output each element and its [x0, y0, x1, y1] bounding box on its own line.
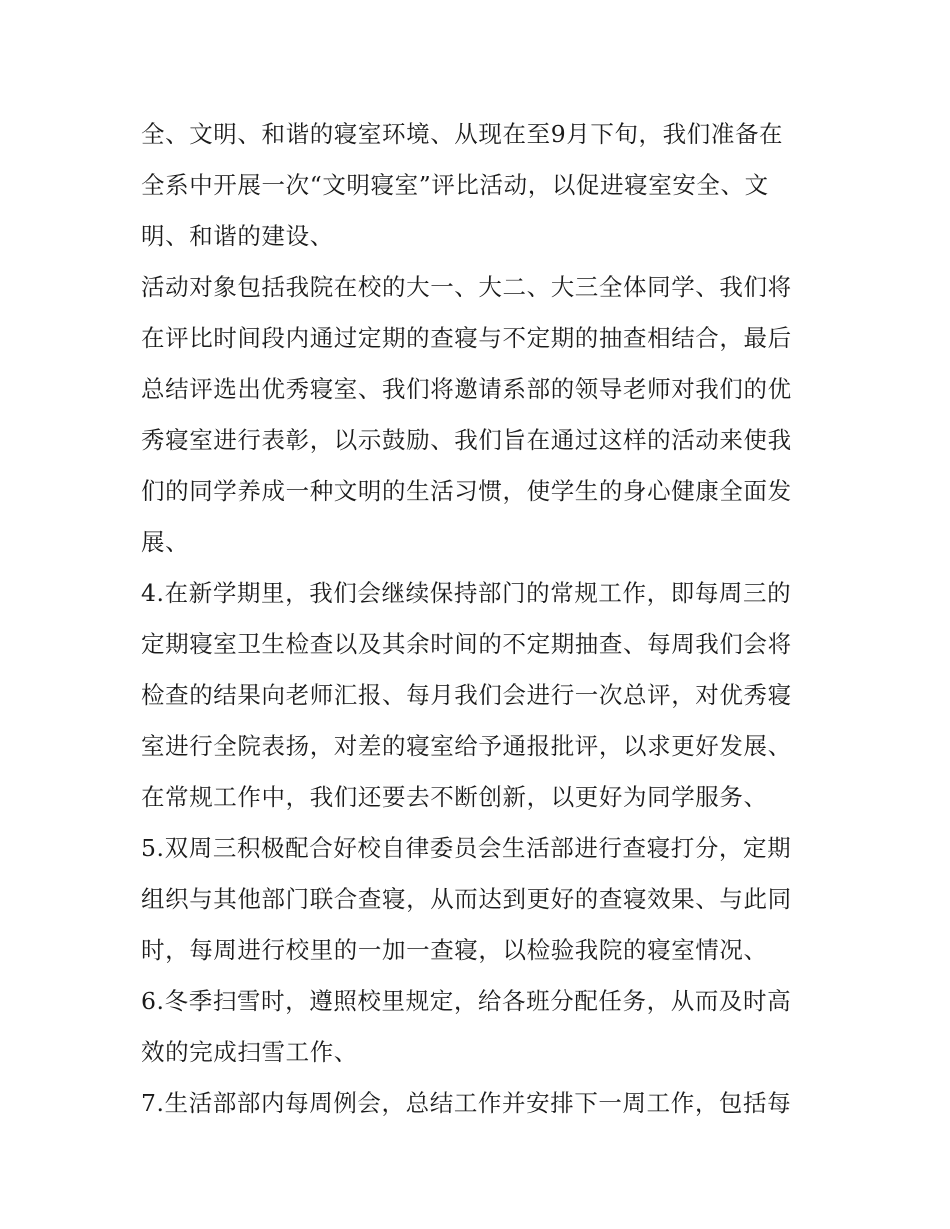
- text-line: 组织与其他部门联合查寝，从而达到更好的查寝效果、与此同: [141, 885, 792, 913]
- text-line: 4.在新学期里，我们会继续保持部门的常规工作，即每周三的: [141, 579, 792, 607]
- text-line: 检查的结果向老师汇报、每月我们会进行一次总评，对优秀寝: [141, 681, 792, 709]
- text-line: 室进行全院表扬，对差的寝室给予通报批评，以求更好发展、: [141, 732, 792, 760]
- text-line: 明、和谐的建设、: [141, 222, 334, 250]
- text-line: 定期寝室卫生检查以及其余时间的不定期抽查、每周我们会将: [141, 630, 792, 658]
- text-line: 总结评选出优秀寝室、我们将邀请系部的领导老师对我们的优: [141, 375, 792, 403]
- text-line: 6.冬季扫雪时，遵照校里规定，给各班分配任务，从而及时高: [141, 987, 792, 1015]
- text-line: 在常规工作中，我们还要去不断创新，以更好为同学服务、: [141, 783, 768, 811]
- text-line: 在评比时间段内通过定期的查寝与不定期的抽查相结合，最后: [141, 324, 792, 352]
- body-text: [141, 109, 821, 1129]
- text-line: 时，每周进行校里的一加一查寝，以检验我院的寝室情况、: [141, 936, 768, 964]
- text-line: 全、文明、和谐的寝室环境、从现在至9月下旬，我们准备在: [141, 120, 784, 148]
- text-line: 活动对象包括我院在校的大一、大二、大三全体同学、我们将: [141, 273, 792, 301]
- text-line: 全系中开展一次“文明寝室”评比活动，以促进寝室安全、文: [141, 171, 769, 199]
- text-line: 效的完成扫雪工作、: [141, 1038, 358, 1066]
- text-line: 们的同学养成一种文明的生活习惯，使学生的身心健康全面发: [141, 477, 792, 505]
- text-line: 展、: [141, 528, 190, 556]
- text-line: 5.双周三积极配合好校自律委员会生活部进行查寝打分，定期: [141, 834, 792, 862]
- text-line: 秀寝室进行表彰，以示鼓励、我们旨在通过这样的活动来使我: [141, 426, 792, 454]
- text-line: 7.生活部部内每周例会，总结工作并安排下一周工作，包括每: [141, 1089, 792, 1117]
